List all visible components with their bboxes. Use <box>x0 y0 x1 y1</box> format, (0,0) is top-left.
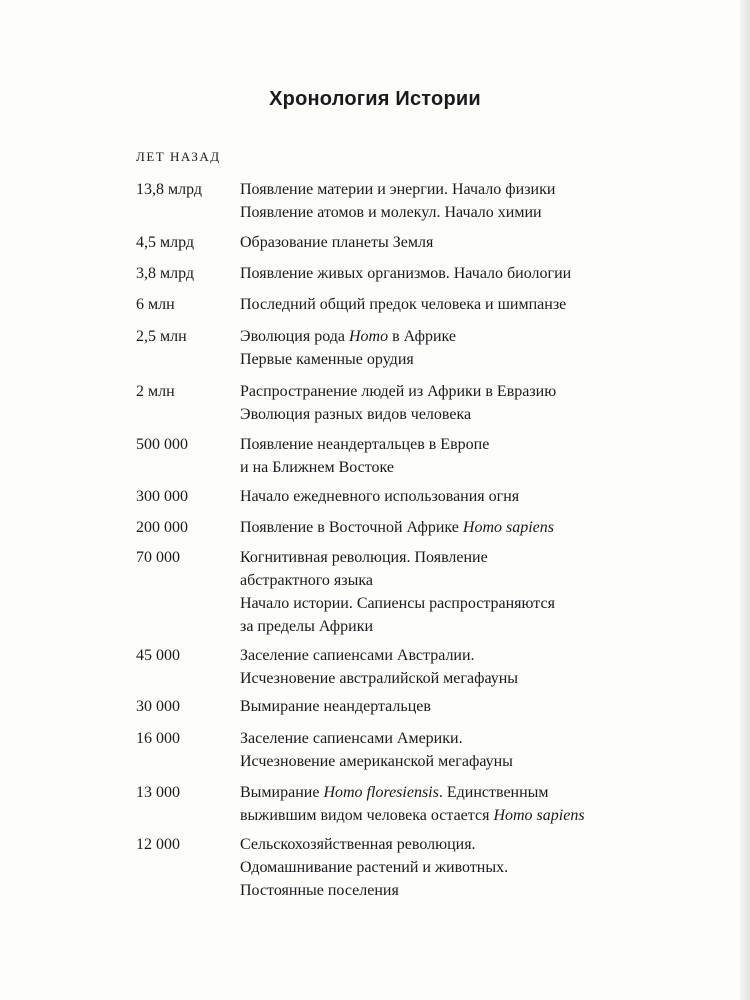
page-edge <box>740 0 750 1000</box>
event-line <box>240 201 680 224</box>
event-text: Начало истории. Сапиенсы распространяются <box>240 595 555 612</box>
event-description <box>240 695 680 718</box>
event-line <box>240 262 680 285</box>
event-line <box>240 695 680 718</box>
event-description <box>240 833 680 902</box>
years-ago: 13 000 <box>136 784 180 801</box>
event-description <box>240 644 680 690</box>
event-text: Заселение сапиенсами Австралии. <box>240 647 475 664</box>
page-title: Хронология Истории <box>269 88 481 110</box>
event-text: Появление в Восточной Африке <box>240 519 463 536</box>
column-header: ЛЕТ НАЗАД <box>136 149 221 164</box>
years-ago: 2,5 млн <box>136 328 187 345</box>
event-text: Исчезновение австралийской мегафауны <box>240 670 519 687</box>
event-description <box>240 546 680 638</box>
species-name: Homo sapiens <box>462 519 554 536</box>
event-line <box>240 403 680 426</box>
event-description <box>240 781 680 827</box>
event-line <box>240 879 680 902</box>
event-line <box>240 615 680 638</box>
years-ago: 3,8 млрд <box>136 265 195 282</box>
event-text: Появление неандертальцев в Европе <box>240 436 490 453</box>
event-line <box>240 231 680 254</box>
event-text: Первые каменные орудия <box>240 351 414 368</box>
event-text: и на Ближнем Востоке <box>240 459 395 476</box>
event-description <box>240 433 680 479</box>
event-description <box>240 178 680 224</box>
event-text: Образование планеты Земля <box>240 234 434 251</box>
event-text: абстрактного языка <box>240 572 373 589</box>
years-ago: 30 000 <box>136 698 180 715</box>
event-line <box>240 456 680 479</box>
species-name: Homo floresiensis <box>323 784 439 801</box>
years-ago: 13,8 млрд <box>136 181 203 198</box>
years-ago: 200 000 <box>136 519 188 536</box>
years-ago: 300 000 <box>136 488 188 505</box>
event-text: Эволюция разных видов человека <box>240 406 472 423</box>
years-ago: 500 000 <box>136 436 188 453</box>
event-description <box>240 325 680 371</box>
years-ago: 4,5 млрд <box>136 234 195 251</box>
event-text: Постоянные поселения <box>240 882 399 899</box>
event-text: Когнитивная революция. Появление <box>240 549 488 566</box>
event-line <box>240 644 680 667</box>
event-text: Начало ежедневного использования огня <box>240 488 520 505</box>
event-description <box>240 262 680 285</box>
event-text: Исчезновение американской мегафауны <box>240 753 513 770</box>
event-description <box>240 231 680 254</box>
years-ago: 45 000 <box>136 647 180 664</box>
event-line <box>240 750 680 773</box>
event-text: Появление материи и энергии. Начало физики <box>240 181 556 198</box>
event-line <box>240 592 680 615</box>
years-ago: 70 000 <box>136 549 180 566</box>
event-line <box>240 667 680 690</box>
event-text: выжившим видом человека остается <box>240 807 494 824</box>
event-line <box>240 569 680 592</box>
event-line <box>240 293 680 316</box>
event-description <box>240 380 680 426</box>
event-line <box>240 178 680 201</box>
event-text: Одомашнивание растений и животных. <box>240 859 509 876</box>
event-text: за пределы Африки <box>240 618 374 635</box>
years-ago: 16 000 <box>136 730 180 747</box>
event-text: . Единственным <box>438 784 549 801</box>
species-name: Homo sapiens <box>493 807 585 824</box>
event-text: Сельскохозяйственная революция. <box>240 836 476 853</box>
years-ago: 6 млн <box>136 296 175 313</box>
event-line <box>240 781 680 804</box>
event-line <box>240 546 680 569</box>
years-ago: 12 000 <box>136 836 180 853</box>
event-line <box>240 727 680 750</box>
event-line <box>240 348 680 371</box>
event-line <box>240 516 680 539</box>
event-text: Появление атомов и молекул. Начало химии <box>240 204 542 221</box>
event-description <box>240 727 680 773</box>
event-text: Появление живых организмов. Начало биологии <box>240 265 572 282</box>
event-text: Распространение людей из Африки в Евразию <box>240 383 557 400</box>
event-text: Эволюция рода <box>240 328 349 345</box>
event-description <box>240 293 680 316</box>
event-text: Вымирание <box>240 784 324 801</box>
event-line <box>240 380 680 403</box>
event-line <box>240 325 680 348</box>
event-text: Вымирание неандертальцев <box>240 698 431 715</box>
event-description <box>240 516 680 539</box>
event-line <box>240 433 680 456</box>
event-line <box>240 856 680 879</box>
event-line <box>240 485 680 508</box>
event-text: в Африке <box>388 328 457 345</box>
event-line <box>240 833 680 856</box>
species-name: Homo <box>349 328 389 345</box>
years-ago: 2 млн <box>136 383 175 400</box>
event-text: Заселение сапиенсами Америки. <box>240 730 463 747</box>
event-description <box>240 485 680 508</box>
event-line <box>240 804 680 827</box>
event-text: Последний общий предок человека и шимпанзе <box>240 296 567 313</box>
